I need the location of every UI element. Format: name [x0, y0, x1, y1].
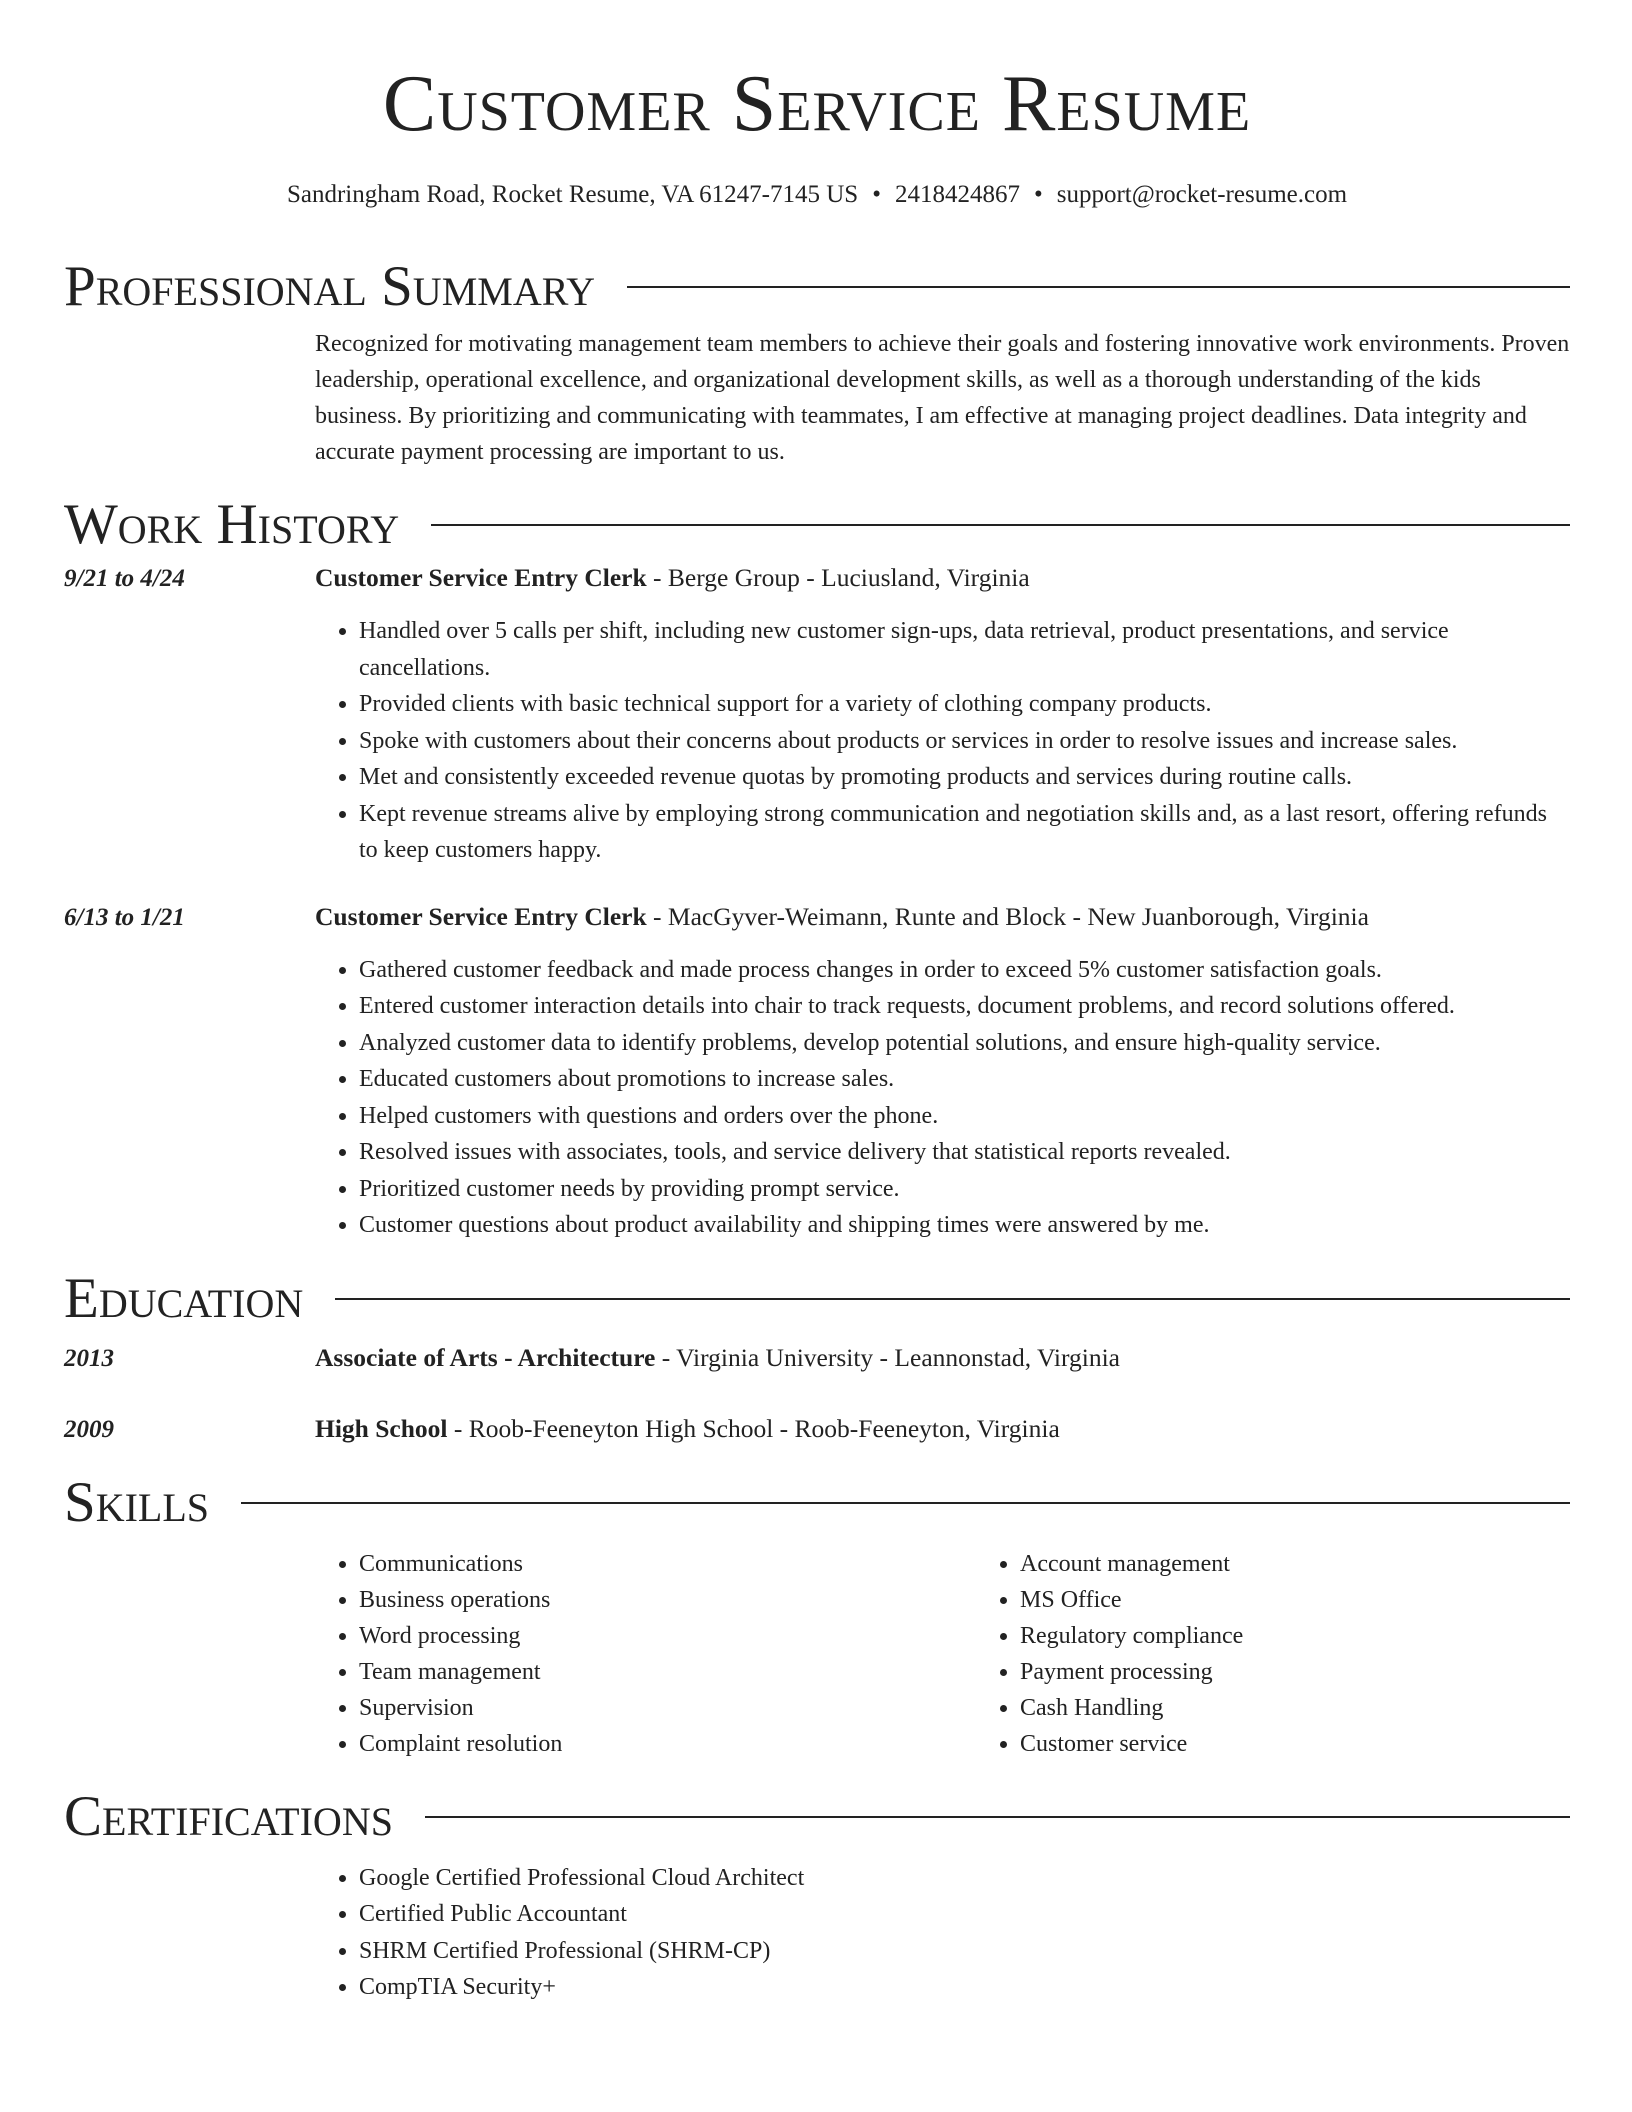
list-item: • Complaint resolution — [359, 1726, 976, 1762]
list-item: • MS Office — [1020, 1582, 1632, 1618]
job-title: Customer Service Entry Clerk — [315, 563, 647, 592]
list-item: • Helped customers with questions and orders over the phone. — [359, 1098, 1570, 1135]
contact-line — [64, 180, 1570, 210]
education-degree: High School — [315, 1413, 448, 1443]
job-bullets — [315, 613, 1570, 869]
job-date: 9/21 to 4/24 — [64, 565, 185, 592]
list-item: • Spoke with customers about their concerns about products or services in order to resolve issues and increase sales. — [359, 723, 1570, 760]
contact-phone: 2418424867 — [894, 181, 1020, 208]
skills-list-right — [976, 1546, 1632, 1762]
list-item: • Supervision — [359, 1690, 976, 1726]
resume-page — [64, 0, 1570, 2006]
work-heading: Work History — [64, 493, 400, 556]
summary-content — [315, 326, 1570, 470]
list-item: • Educated customers about promotions to increase sales. — [359, 1061, 1570, 1098]
education-degree: Associate of Arts - Architecture — [315, 1342, 656, 1372]
list-item: • Business operations — [359, 1582, 976, 1618]
section-divider — [425, 1816, 1570, 1818]
job-title: Customer Service Entry Clerk — [315, 901, 647, 931]
work-section-header — [64, 494, 1570, 556]
contact-separator: • — [1033, 181, 1043, 208]
contact-separator: • — [872, 181, 881, 208]
list-item: • Team management — [359, 1654, 976, 1690]
certifications-heading: Certifications — [64, 1784, 393, 1848]
certifications-list — [315, 1860, 1570, 2006]
contact-email: support@rocket-resume.com — [1056, 181, 1348, 208]
job-bullets — [315, 952, 1570, 1244]
list-item: • Resolved issues with associates, tools, and service delivery that statistical reports revealed. — [359, 1134, 1570, 1171]
section-divider — [241, 1502, 1570, 1504]
job-headline — [315, 899, 1369, 935]
certifications-section-header — [64, 1786, 1570, 1848]
list-item: • Certified Public Accountant — [359, 1896, 1570, 1933]
list-item: • Gathered customer feedback and made process changes in order to exceed 5% customer satisfaction goals. — [359, 952, 1570, 989]
education-date: 2009 — [64, 1415, 114, 1443]
job-details: - Berge Group - Luciusland, Virginia — [646, 563, 1030, 592]
list-item: • Met and consistently exceeded revenue quotas by promoting products and services during routine calls. — [359, 759, 1570, 796]
section-divider — [335, 1298, 1570, 1300]
skills-list-left — [315, 1546, 976, 1762]
list-item: • Google Certified Professional Cloud Architect — [359, 1860, 1570, 1897]
job-entry — [64, 899, 1570, 936]
education-headline — [315, 1411, 1060, 1447]
list-item: • CompTIA Security+ — [359, 1969, 1570, 2006]
job-bullets-container — [315, 613, 1570, 869]
summary-text: Recognized for motivating management team members to achieve their goals and fostering innovative work environments. Proven leadership, operational excellence, and organizational development skills, as well as a thorough understanding of the kids business. By prioritizing and communicating with teammates, I am effective at managing project deadlines. Data integrity and accurate payment processing are important to us. — [315, 331, 1570, 465]
list-item: • Prioritized customer needs by providing prompt service. — [359, 1171, 1570, 1208]
skills-heading: Skills — [64, 1470, 210, 1534]
list-item: • Entered customer interaction details into chair to track requests, document problems, and record solutions offered. — [359, 988, 1570, 1025]
section-divider — [627, 286, 1570, 288]
section-divider — [431, 524, 1570, 526]
list-item: • Word processing — [359, 1618, 976, 1654]
skills-section-header — [64, 1472, 1570, 1534]
job-headline — [315, 560, 1030, 596]
job-entry — [64, 560, 1570, 597]
certifications-content — [315, 1860, 1570, 2006]
list-item: • Cash Handling — [1020, 1690, 1632, 1726]
list-item: • Payment processing — [1020, 1654, 1632, 1690]
education-details: - Roob-Feeneyton High School - Roob-Feeneyton, Virginia — [447, 1413, 1060, 1443]
list-item: • Communications — [359, 1546, 976, 1582]
list-item: • Customer service — [1020, 1726, 1632, 1762]
list-item: • Kept revenue streams alive by employing strong communication and negotiation skills and, as a last resort, offering refunds to keep customers happy. — [359, 796, 1570, 869]
list-item: • Handled over 5 calls per shift, including new customer sign-ups, data retrieval, product presentations, and service cancellations. — [359, 613, 1570, 686]
resume-title: Customer Service Resume — [382, 60, 1252, 148]
education-heading: Education — [64, 1266, 304, 1330]
summary-heading: Professional Summary — [64, 255, 596, 318]
list-item: • SHRM Certified Professional (SHRM-CP) — [359, 1933, 1570, 1970]
job-bullets-container — [315, 952, 1570, 1244]
contact-address: Sandringham Road, Rocket Resume, VA 61247-7145 US — [286, 181, 859, 208]
education-date: 2013 — [64, 1344, 114, 1372]
education-headline — [315, 1340, 1120, 1376]
education-entry — [64, 1411, 1570, 1448]
list-item: • Account management — [1020, 1546, 1632, 1582]
job-date: 6/13 to 1/21 — [64, 903, 185, 931]
education-details: - Virginia University - Leannonstad, Virginia — [655, 1342, 1120, 1372]
job-details: - MacGyver-Weimann, Runte and Block - New Juanborough, Virginia — [646, 901, 1369, 931]
list-item: • Analyzed customer data to identify problems, develop potential solutions, and ensure high-quality service. — [359, 1025, 1570, 1062]
education-entry — [64, 1340, 1570, 1377]
list-item: • Provided clients with basic technical support for a variety of clothing company products. — [359, 686, 1570, 723]
list-item: • Customer questions about product availability and shipping times were answered by me. — [359, 1207, 1570, 1244]
list-item: • Regulatory compliance — [1020, 1618, 1632, 1654]
skills-grid — [315, 1546, 1570, 1762]
summary-section-header — [64, 256, 1570, 318]
education-section-header — [64, 1268, 1570, 1330]
